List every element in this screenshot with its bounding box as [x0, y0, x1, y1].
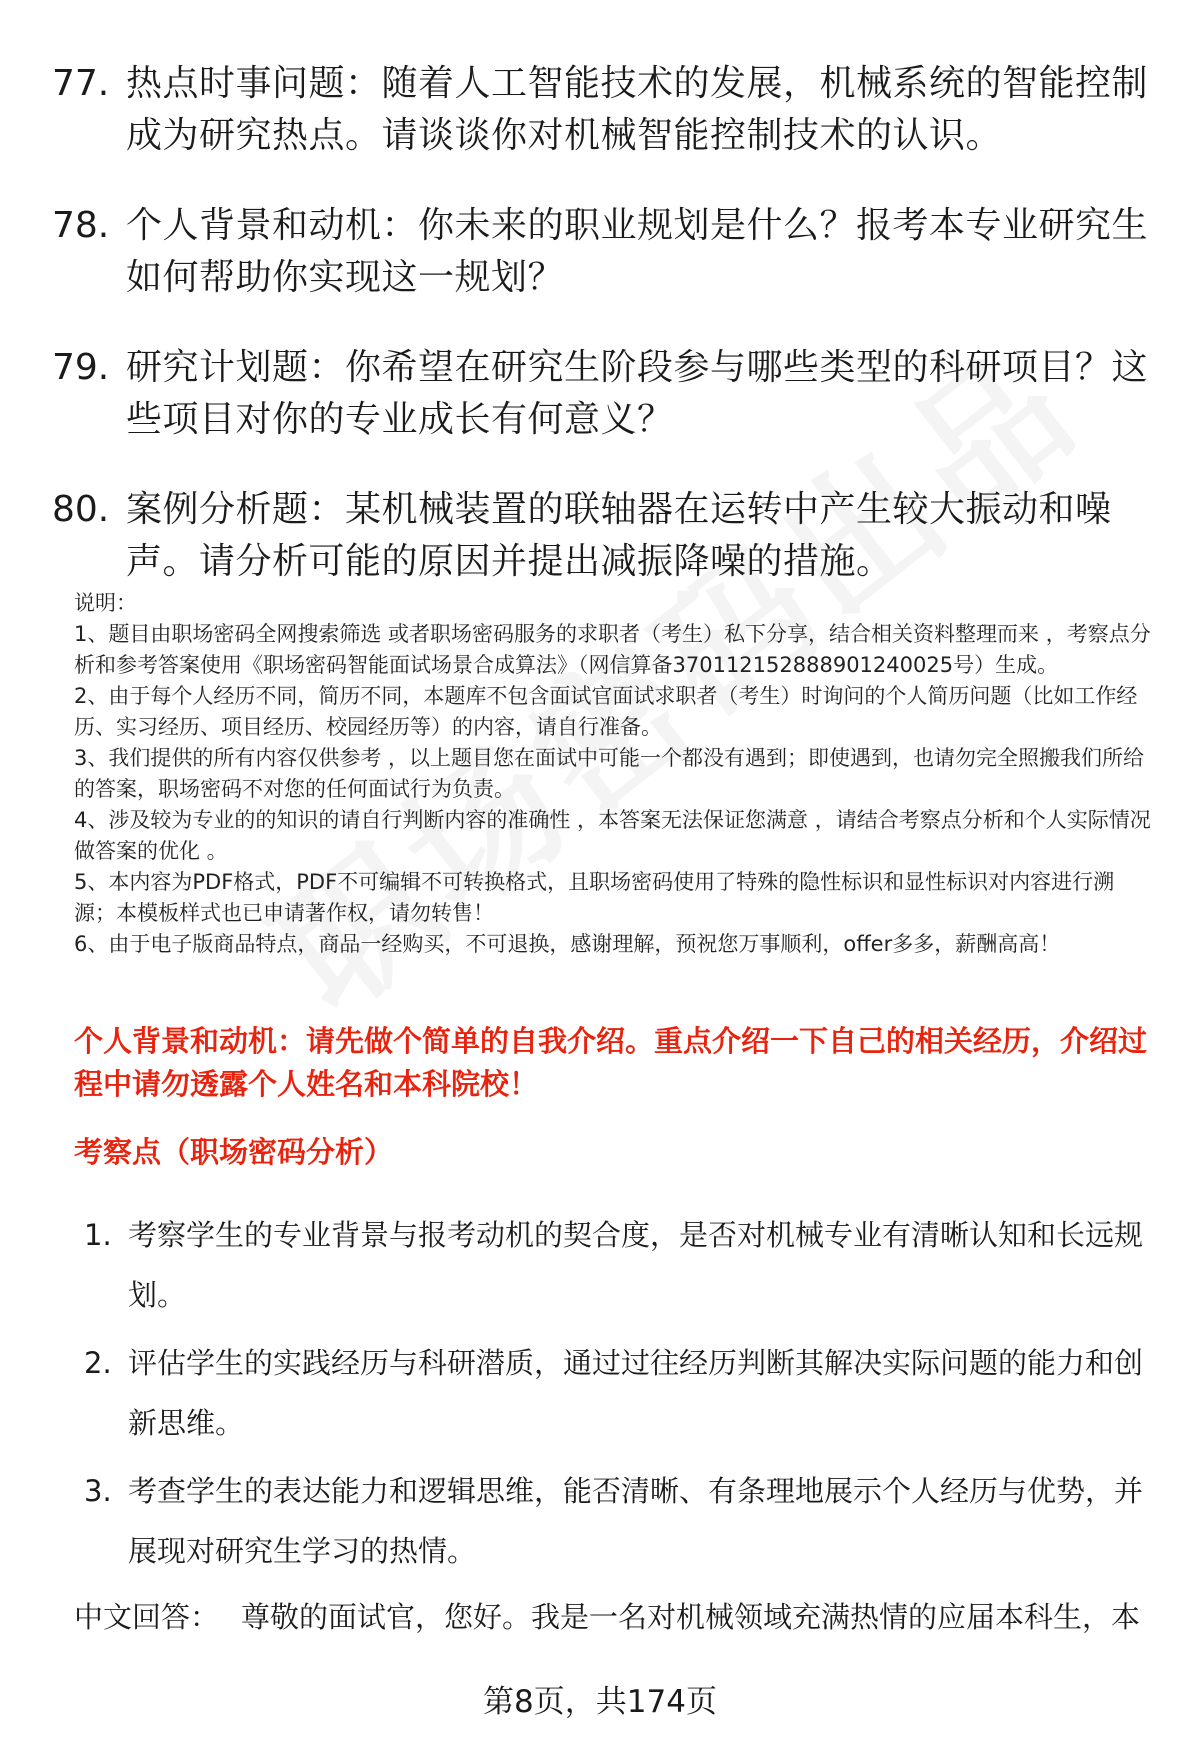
analysis-points: [84, 1205, 1154, 1589]
note-item: 3、我们提供的所有内容仅供参考 ，以上题目您在面试中可能一个都没有遇到；即使遇到，也请勿完全照搬我们所给的答案，职场密码不对您的任何面试行为负责。: [74, 746, 1145, 801]
question-text: 热点时事问题：随着人工智能技术的发展，机械系统的智能控制成为研究热点。请谈谈你对机械智能控制技术的认识。: [126, 63, 1149, 156]
question-number: 78.: [52, 205, 110, 246]
answer-label: 中文回答：: [74, 1600, 220, 1634]
analysis-point: [84, 1205, 1154, 1325]
note-item: 1、题目由职场密码全网搜索筛选 或者职场密码服务的求职者（考生）私下分享，结合相关资料整理而来 ，考察点分析和参考答案使用《职场密码智能面试场景合成算法》（网信算备370112152888901240025号）生成。: [74, 622, 1151, 677]
point-text: 考察学生的专业背景与报考动机的契合度，是否对机械专业有清晰认知和长远规划。: [128, 1218, 1144, 1312]
note-item: 6、由于电子版商品特点，商品一经购买，不可退换，感谢理解，预祝您万事顺利，offer多多，薪酬高高！: [74, 932, 1061, 956]
question-number: 80.: [52, 489, 110, 530]
question-list: [52, 58, 1152, 626]
note-item: 2、由于每个人经历不同，简历不同，本题库不包含面试官面试求职者（考生）时询问的个人简历问题（比如工作经历、实习经历、项目经历、校园经历等）的内容，请自行准备。: [74, 684, 1138, 739]
question-text: 研究计划题：你希望在研究生阶段参与哪些类型的科研项目？这些项目对你的专业成长有何意义？: [126, 347, 1149, 440]
page-number: 第8页，共174页: [483, 1684, 717, 1720]
highlighted-question: 个人背景和动机：请先做个简单的自我介绍。重点介绍一下自己的相关经历，介绍过程中请勿透露个人姓名和本科院校！: [74, 1024, 1148, 1101]
point-text: 考查学生的表达能力和逻辑思维，能否清晰、有条理地展示个人经历与优势，并展现对研究生学习的热情。: [128, 1474, 1144, 1568]
question-item: [52, 484, 1152, 588]
answer-paragraph: [74, 1596, 1164, 1638]
point-number: 2.: [84, 1346, 112, 1380]
disclaimer-notes: [74, 588, 1154, 960]
question-number: 79.: [52, 347, 110, 388]
analysis-point: [84, 1461, 1154, 1581]
analysis-point: [84, 1333, 1154, 1453]
answer-text: 尊敬的面试官，您好。我是一名对机械领域充满热情的应届本科生，本: [241, 1600, 1141, 1634]
question-number: 77.: [52, 63, 110, 104]
question-item: [52, 200, 1152, 304]
analysis-title: 考察点（职场密码分析）: [74, 1135, 394, 1169]
question-item: [52, 342, 1152, 446]
point-number: 1.: [84, 1218, 112, 1252]
note-item: 4、涉及较为专业的的知识的请自行判断内容的准确性 ，本答案无法保证您满意 ，请结合考察点分析和个人实际情况做答案的优化 。: [74, 808, 1151, 863]
question-item: [52, 58, 1152, 162]
point-text: 评估学生的实践经历与科研潜质，通过过往经历判断其解决实际问题的能力和创新思维。: [128, 1346, 1144, 1440]
notes-heading: 说明：: [74, 591, 137, 615]
question-text: 案例分析题：某机械装置的联轴器在运转中产生较大振动和噪声。请分析可能的原因并提出减振降噪的措施。: [126, 489, 1112, 582]
question-text: 个人背景和动机：你未来的职业规划是什么？报考本专业研究生如何帮助你实现这一规划？: [126, 205, 1149, 298]
point-number: 3.: [84, 1474, 112, 1508]
note-item: 5、本内容为PDF格式，PDF不可编辑不可转换格式，且职场密码使用了特殊的隐性标识和显性标识对内容进行溯源；本模板样式也已申请著作权，请勿转售！: [74, 870, 1115, 925]
